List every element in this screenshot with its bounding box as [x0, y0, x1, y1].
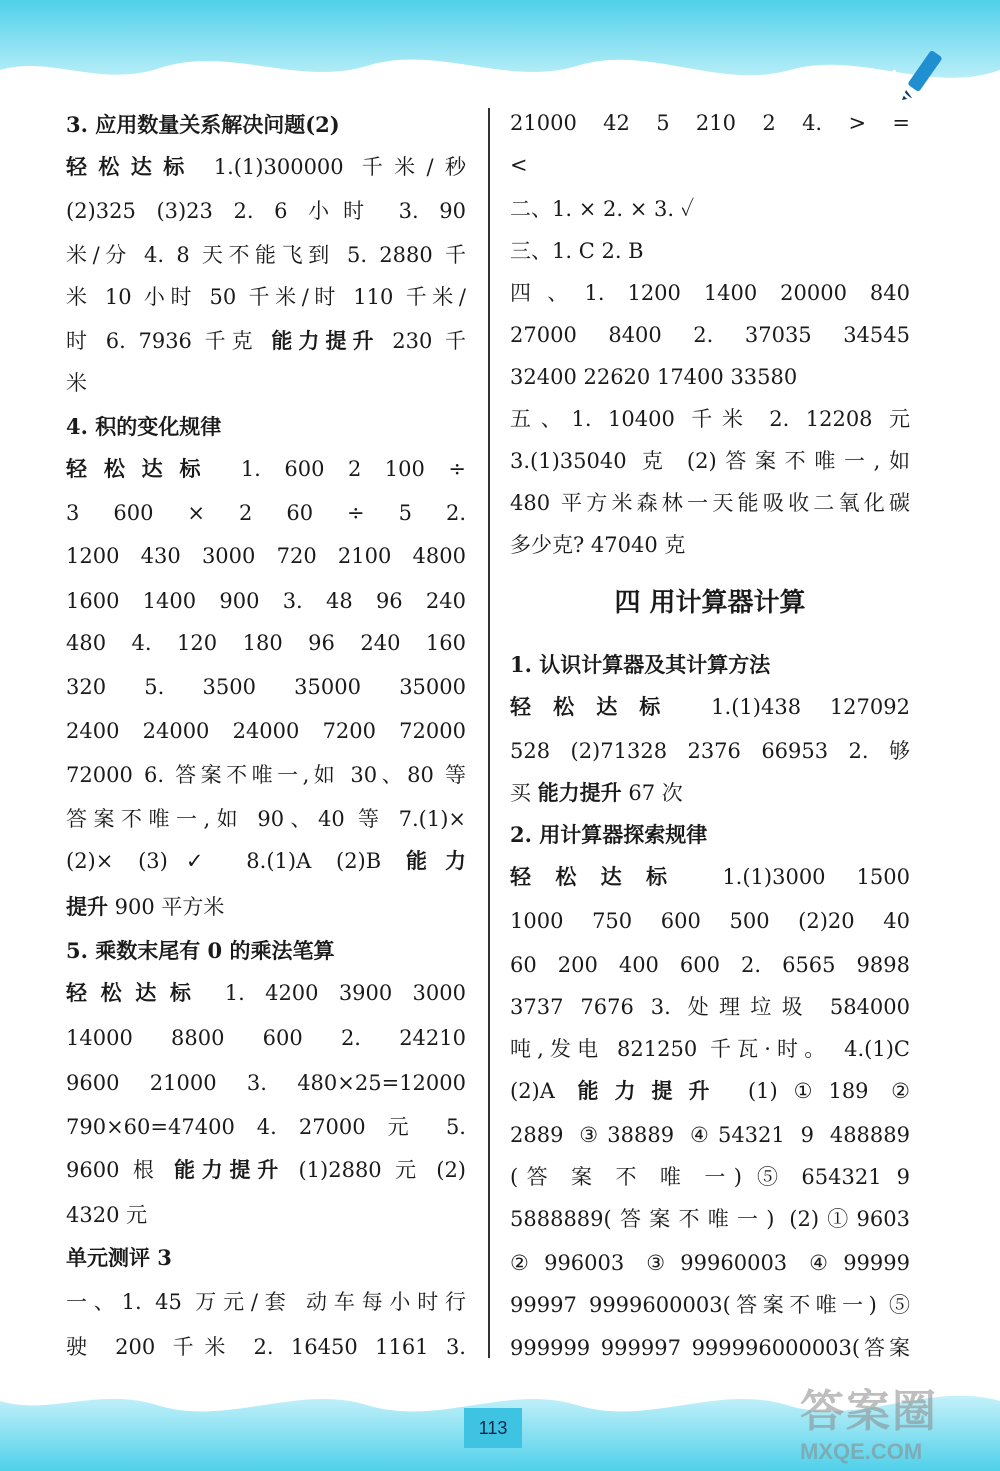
answer-line	[510, 1076, 910, 1106]
answer-text: 999999 999997 999996000003(答案	[510, 1336, 910, 1360]
keyword-label: 提升	[66, 895, 108, 919]
answer-text: 1600 1400 900 3. 48 96 240	[66, 589, 466, 613]
answer-line	[510, 1290, 910, 1320]
answer-line	[66, 498, 466, 528]
answer-text: 14000 8800 600 2. 24210	[66, 1026, 466, 1050]
answer-text: (答 案 不 唯 一) ⑤ 654321 9	[510, 1165, 910, 1189]
answer-text: 5. 乘数末尾有 0 的乘法笔算	[66, 938, 335, 963]
answer-text: 480 平方米森林一天能吸收二氧化碳	[510, 491, 910, 515]
keyword-label: 轻松达标	[66, 457, 218, 481]
answer-text: <	[510, 153, 528, 177]
answer-text: ②996003 ③99960003 ④99999	[510, 1251, 910, 1275]
answer-line	[510, 278, 910, 308]
answer-text: 买	[510, 781, 538, 805]
answer-text: 60 200 400 600 2. 6565 9898	[510, 953, 910, 977]
answer-text: 多少克? 47040 克	[510, 533, 686, 557]
answer-text: 9600 21000 3. 480×25=12000	[66, 1071, 466, 1095]
answer-line	[66, 672, 466, 702]
answer-line	[510, 992, 910, 1022]
answer-line	[66, 760, 466, 790]
answer-line	[510, 320, 910, 350]
keyword-label: 能力提升	[537, 781, 622, 805]
section-heading	[510, 820, 910, 850]
answer-text: (1)①189 ②	[725, 1079, 910, 1103]
answer-line	[66, 326, 466, 356]
answer-line	[66, 892, 466, 922]
answer-line	[66, 1023, 466, 1053]
answer-text: 2889 ③38889 ④54321 9 488889	[510, 1123, 910, 1147]
answer-line	[510, 446, 910, 476]
section-heading	[510, 588, 910, 618]
keyword-label: 能力提升	[577, 1079, 726, 1103]
answer-line	[510, 1333, 910, 1363]
top-wave-decoration	[0, 0, 1000, 110]
keyword-label: 能力提升	[271, 329, 380, 353]
answer-text: 单元测评 3	[66, 1245, 172, 1270]
answer-text: 一、1. 45 万元/套 动车每小时行	[66, 1290, 466, 1314]
answer-text: 三、1. C 2. B	[510, 239, 644, 263]
answer-text: 9600 根	[66, 1158, 175, 1182]
answer-text: 5888889(答案不唯一) (2)①9603	[510, 1207, 910, 1231]
answer-line	[66, 282, 466, 312]
answer-line	[510, 1162, 910, 1192]
answer-text: 480 4. 120 180 96 240 160	[66, 631, 466, 655]
answer-line	[66, 1200, 466, 1230]
watermark-logo	[800, 1375, 990, 1465]
watermark-title: 答案圈	[800, 1387, 938, 1436]
answer-line	[510, 108, 910, 138]
keyword-label: 能力提升	[174, 1158, 286, 1182]
section-heading	[510, 650, 910, 680]
answer-text: 3. 应用数量关系解决问题(2)	[66, 112, 340, 137]
answer-text: (2)× (3)✓ 8.(1)A (2)B	[66, 849, 406, 873]
answer-text: 790×60=47400 4. 27000 元 5.	[66, 1115, 466, 1139]
pen-icon	[890, 40, 960, 110]
answer-line	[510, 1248, 910, 1278]
answer-text: 21000 42 5 210 2 4. > =	[510, 111, 910, 135]
answer-line	[510, 736, 910, 766]
answer-text: 答案不唯一,如 90、40 等 7.(1)×	[66, 807, 466, 831]
answer-line	[510, 778, 910, 808]
answer-line	[510, 1120, 910, 1150]
answer-line	[66, 978, 466, 1008]
answer-line	[510, 950, 910, 980]
answer-line	[66, 1287, 466, 1317]
answer-text: (1)2880 元 (2)	[285, 1158, 467, 1182]
answer-text: 米 10 小时 50 千米/时 110 千米/	[66, 285, 466, 309]
answer-text: 五、1. 10400 千米 2. 12208 元	[510, 407, 910, 431]
answer-text: 32400 22620 17400 33580	[510, 365, 798, 389]
answer-text: 72000 6. 答案不唯一,如 30、80 等	[66, 763, 466, 787]
keyword-label: 轻松达标	[66, 981, 205, 1005]
answer-text: 4320 元	[66, 1203, 148, 1227]
answer-line	[66, 628, 466, 658]
answer-line	[510, 404, 910, 434]
answer-text: 米/分 4. 8 天不能飞到 5. 2880 千	[66, 243, 466, 267]
answer-line	[66, 196, 466, 226]
answer-line	[510, 236, 910, 266]
answer-text: 1. 600 2 100 ÷	[217, 457, 466, 481]
answer-text: 3737 7676 3. 处理垃圾 584000	[510, 995, 910, 1019]
answer-line	[510, 862, 910, 892]
keyword-label: 轻松达标	[510, 695, 683, 719]
answer-text: 1. 认识计算器及其计算方法	[510, 652, 771, 677]
page-number: 113	[464, 1408, 522, 1448]
answer-line	[66, 152, 466, 182]
answer-text: 2400 24000 24000 7200 72000	[66, 719, 466, 743]
section-heading	[66, 1243, 466, 1273]
answer-text: (2)A	[510, 1079, 578, 1103]
answer-line	[66, 716, 466, 746]
answer-text: 1. 4200 3900 3000	[204, 981, 466, 1005]
watermark-url: MXQE.COM	[800, 1439, 923, 1464]
answer-line	[510, 362, 910, 392]
answer-line	[510, 150, 910, 180]
answer-line	[510, 488, 910, 518]
column-divider	[488, 108, 490, 1358]
answer-line	[66, 1155, 466, 1185]
answer-text: 900 平方米	[108, 895, 225, 919]
answer-text: 320 5. 3500 35000 35000	[66, 675, 466, 699]
answer-line	[510, 1204, 910, 1234]
keyword-label: 轻松达标	[510, 865, 692, 889]
answer-line	[510, 530, 910, 560]
section-heading	[66, 110, 466, 140]
answer-line	[66, 1332, 466, 1362]
answer-text: (2)325 (3)23 2. 6 小时 3. 90	[66, 199, 466, 223]
keyword-label: 能力	[405, 849, 467, 873]
answer-line	[66, 804, 466, 834]
answer-text: 1.(1)438 127092	[682, 695, 910, 719]
answer-line	[66, 1068, 466, 1098]
answer-line	[66, 454, 466, 484]
answer-line	[66, 846, 466, 876]
answer-text: 1200 430 3000 720 2100 4800	[66, 544, 466, 568]
answer-text: 吨,发电 821250 千瓦·时。 4.(1)C	[510, 1037, 910, 1061]
answer-text: 四、1. 1200 1400 20000 840	[510, 281, 910, 305]
answer-text: 3 600 × 2 60 ÷ 5 2.	[66, 501, 466, 525]
answer-line	[66, 240, 466, 270]
keyword-label: 轻松达标	[66, 155, 196, 179]
answer-text: 2. 用计算器探索规律	[510, 822, 708, 847]
answer-text: 1.(1)3000 1500	[691, 865, 910, 889]
answer-text: 四 用计算器计算	[614, 588, 806, 618]
answer-line	[510, 1034, 910, 1064]
answer-text: 驶 200 千米 2. 16450 1161 3.	[66, 1335, 466, 1359]
answer-text: 1.(1)300000 千米/秒	[195, 155, 467, 179]
answer-text: 1000 750 600 500 (2)20 40	[510, 909, 910, 933]
answer-line	[66, 368, 466, 398]
answer-line	[66, 586, 466, 616]
answer-line	[66, 541, 466, 571]
answer-line	[510, 194, 910, 224]
answer-text: 米	[66, 371, 87, 395]
answer-text: 230 千	[379, 329, 467, 353]
section-heading	[66, 936, 466, 966]
answer-text: 4. 积的变化规律	[66, 414, 222, 439]
answer-text: 67 次	[621, 781, 683, 805]
answer-text: 时 6. 7936 千克	[66, 329, 272, 353]
answer-text: 3.(1)35040 克 (2)答案不唯一,如	[510, 449, 910, 473]
answer-line	[510, 692, 910, 722]
answer-text: 99997 9999600003(答案不唯一) ⑤	[510, 1293, 910, 1317]
section-heading	[66, 412, 466, 442]
answer-text: 528 (2)71328 2376 66953 2. 够	[510, 739, 910, 763]
answer-line	[66, 1112, 466, 1142]
answer-line	[510, 906, 910, 936]
answer-text: 二、1. × 2. × 3. ✓	[510, 197, 695, 221]
answer-text: 27000 8400 2. 37035 34545	[510, 323, 910, 347]
